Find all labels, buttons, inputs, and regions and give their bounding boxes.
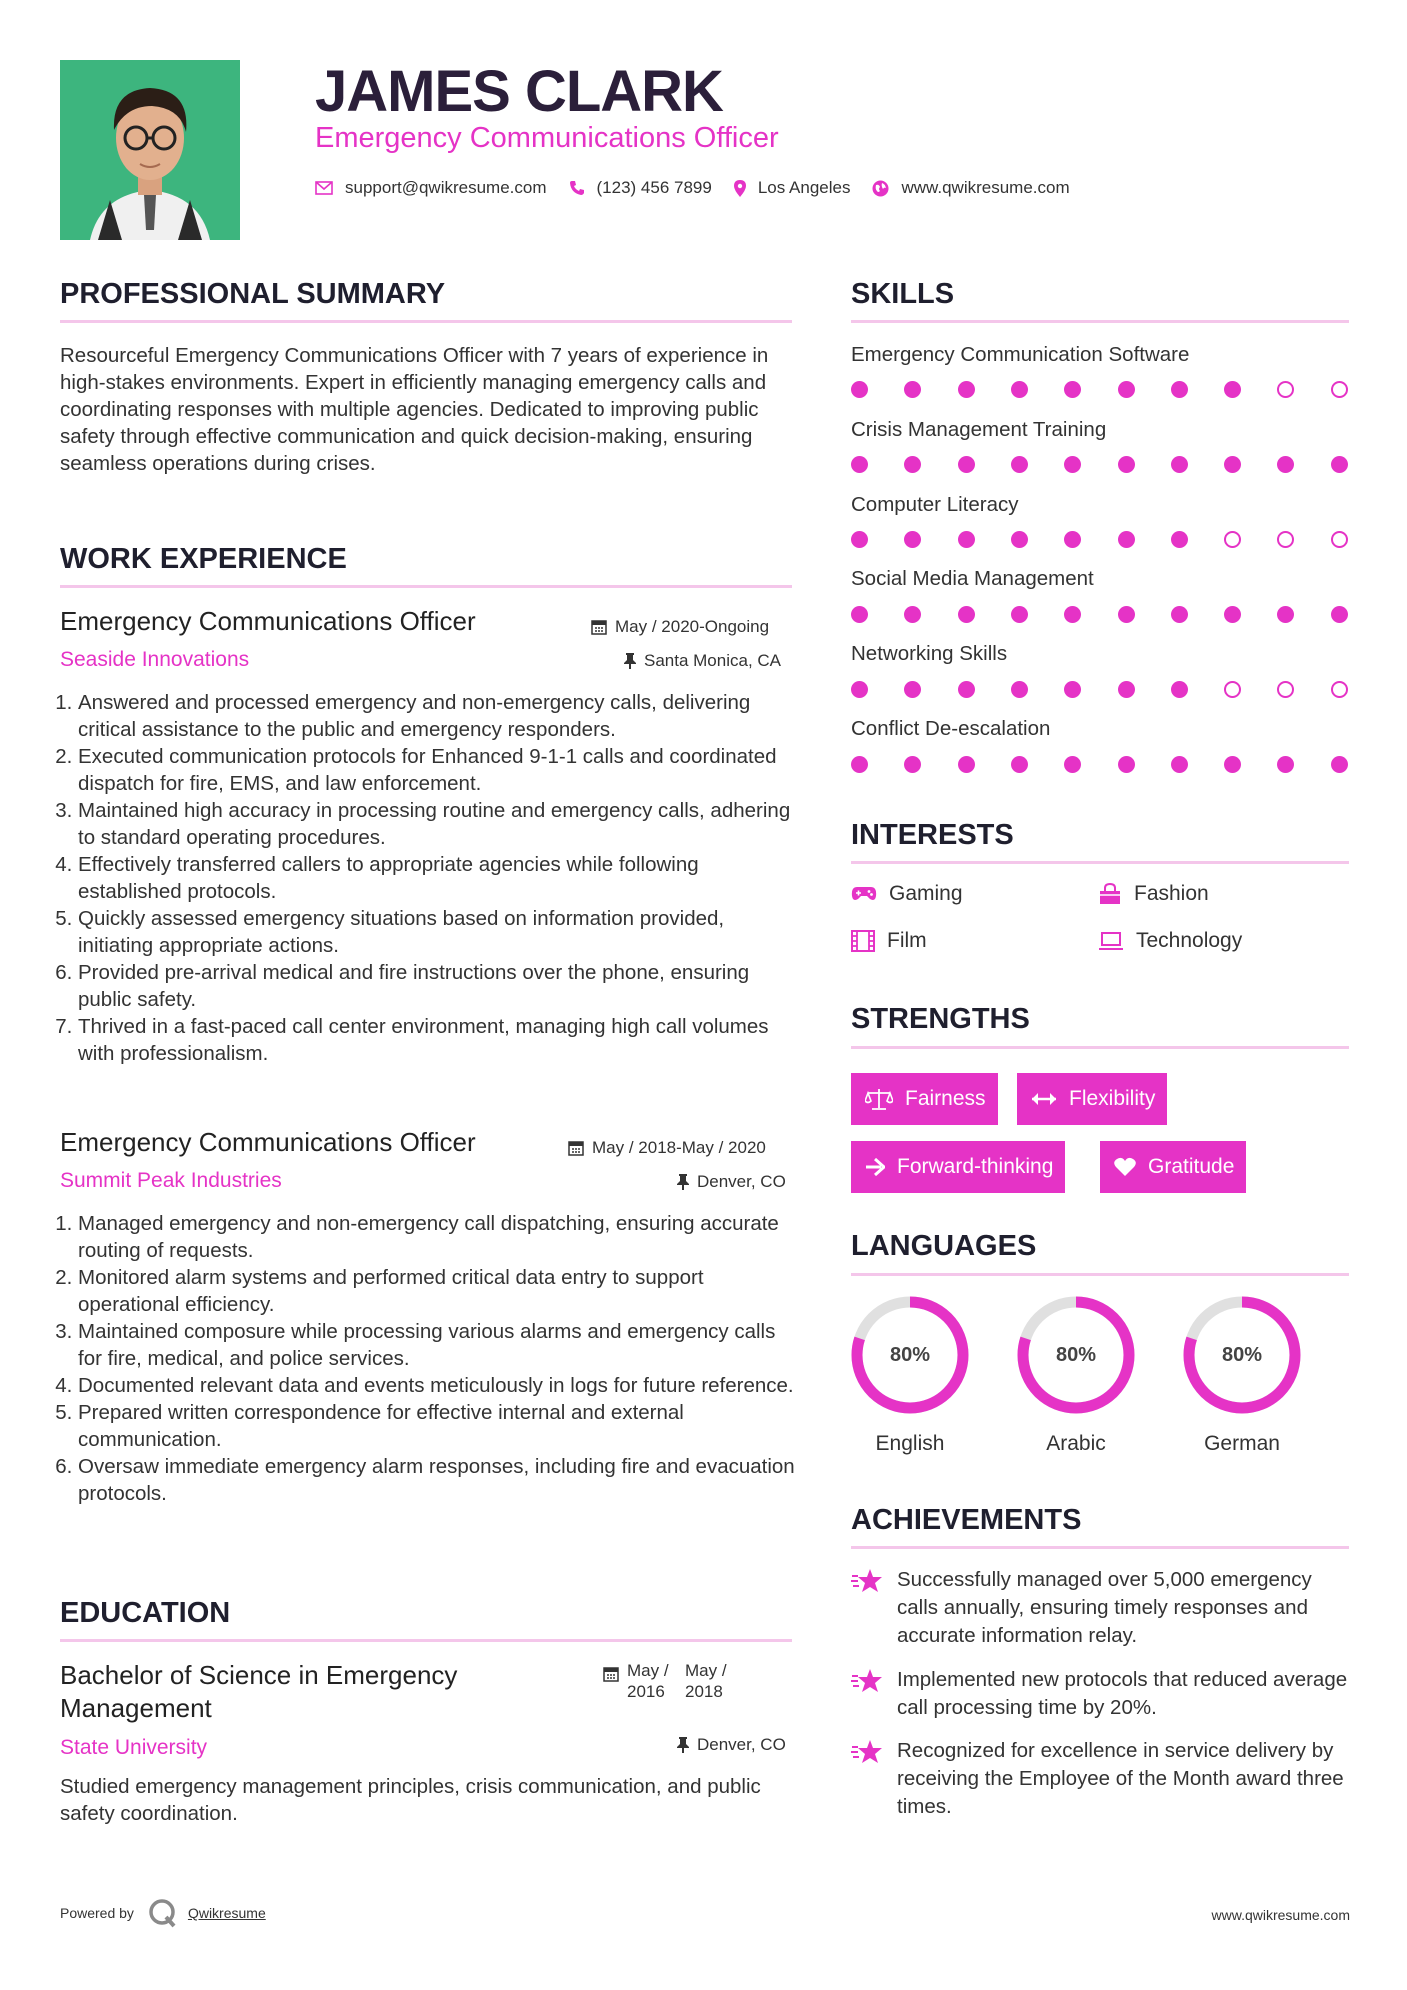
arrow-right-icon	[865, 1158, 885, 1176]
skill-name: Networking Skills	[851, 642, 1008, 665]
rating-dot-filled	[1171, 606, 1188, 623]
languages-heading: LANGUAGES	[851, 1230, 1037, 1262]
rating-dot-filled	[1011, 606, 1028, 623]
gamepad-icon	[851, 886, 877, 902]
contact-bar	[315, 178, 1092, 198]
contact-email[interactable]	[315, 178, 547, 198]
strength-label: Forward-thinking	[897, 1155, 1054, 1178]
rating-dot-filled	[1224, 756, 1241, 773]
heart-icon	[1114, 1157, 1136, 1177]
rating-dot-filled	[958, 606, 975, 623]
achievement-text: Implemented new protocols that reduced average call processing time by 20%.	[897, 1668, 1348, 1719]
strengths-heading: STRENGTHS	[851, 1003, 1030, 1035]
interest-label: Fashion	[1134, 882, 1209, 905]
job-bullet: 3. Maintained composure while processing various alarms and emergency calls for fire, medical, and police services.	[78, 1318, 800, 1372]
rating-dot-filled	[1277, 606, 1294, 623]
rating-dot-filled	[851, 756, 868, 773]
job-dates	[568, 1138, 766, 1158]
rating-dot-filled	[1118, 531, 1135, 548]
rating-dot-filled	[1224, 606, 1241, 623]
achievement-item	[851, 1737, 1351, 1821]
job-bullet: 2. Executed communication protocols for Enhanced 9-1-1 calls and coordinated dispatch for fire, EMS, and law enforcement.	[78, 743, 800, 797]
rating-dot-filled	[1171, 681, 1188, 698]
language-ring	[1015, 1294, 1137, 1416]
rating-dot-filled	[958, 456, 975, 473]
rating-dot-empty	[1277, 381, 1294, 398]
skill-rating	[851, 529, 1351, 551]
education-location-text: Denver, CO	[697, 1735, 786, 1754]
job-title: Emergency Communications Officer	[60, 1127, 476, 1157]
summary-heading: PROFESSIONAL SUMMARY	[60, 278, 446, 310]
job-title: Emergency Communications Officer	[60, 606, 476, 636]
job-bullet: 5. Prepared written correspondence for effective internal and external communication.	[78, 1399, 800, 1453]
skill-name: Social Media Management	[851, 567, 1094, 590]
laptop-icon	[1098, 931, 1124, 951]
rating-dot-filled	[1331, 606, 1348, 623]
degree-title-line2: Management	[60, 1693, 212, 1723]
star-icon	[851, 1568, 883, 1594]
strength-label: Flexibility	[1069, 1087, 1156, 1110]
powered-by-text: Powered by	[60, 1905, 134, 1921]
language-name: English	[875, 1432, 945, 1455]
rating-dot-filled	[904, 756, 921, 773]
rating-dot-filled	[1277, 756, 1294, 773]
rating-dot-filled	[958, 381, 975, 398]
footer-powered-by	[60, 1898, 266, 1928]
education-start-month: May /	[627, 1661, 669, 1680]
education-end-year: 2018	[685, 1682, 723, 1701]
rating-dot-filled	[1118, 456, 1135, 473]
bag-icon	[1098, 883, 1122, 905]
interest-label: Technology	[1136, 929, 1243, 952]
candidate-title: Emergency Communications Officer	[315, 122, 779, 154]
interest-item	[851, 882, 963, 906]
rating-dot-filled	[1011, 531, 1028, 548]
summary-divider	[60, 320, 792, 323]
language-name: German	[1204, 1432, 1280, 1455]
globe-icon	[872, 180, 889, 197]
experience-heading: WORK EXPERIENCE	[60, 543, 347, 575]
strengths-divider	[851, 1046, 1349, 1049]
rating-dot-filled	[1118, 756, 1135, 773]
interests-divider	[851, 861, 1349, 864]
scale-icon	[865, 1088, 893, 1110]
map-pin-icon	[734, 180, 746, 197]
rating-dot-empty	[1277, 681, 1294, 698]
interest-item	[851, 929, 927, 953]
language-item	[1015, 1294, 1137, 1456]
achievement-item	[851, 1566, 1351, 1650]
rating-dot-empty	[1331, 681, 1348, 698]
job-bullets	[60, 689, 800, 1067]
education-end	[685, 1660, 727, 1702]
education-description: Studied emergency management principles, crisis communication, and public safety coordination.	[60, 1775, 761, 1825]
achievement-text: Recognized for excellence in service delivery by receiving the Employee of the Month award three times.	[897, 1739, 1344, 1818]
language-item	[849, 1294, 971, 1456]
rating-dot-filled	[1011, 756, 1028, 773]
skill-rating	[851, 604, 1351, 626]
calendar-icon	[591, 619, 607, 635]
contact-location	[734, 178, 851, 198]
rating-dot-filled	[1171, 756, 1188, 773]
job-location-text: Santa Monica, CA	[644, 651, 782, 670]
rating-dot-filled	[1011, 381, 1028, 398]
rating-dot-filled	[958, 531, 975, 548]
footer-brand-link[interactable]: Qwikresume	[187, 1905, 266, 1921]
rating-dot-empty	[1224, 681, 1241, 698]
language-ring	[849, 1294, 971, 1416]
job-bullet: 4. Effectively transferred callers to appropriate agencies while following established protocols.	[78, 851, 800, 905]
candidate-name: JAMES CLARK	[315, 59, 723, 124]
education-heading: EDUCATION	[60, 1597, 231, 1629]
languages-divider	[851, 1273, 1349, 1276]
language-name: Arabic	[1046, 1432, 1106, 1455]
job-dates-text: May / 2020-Ongoing	[615, 617, 770, 636]
job-location	[624, 651, 781, 671]
rating-dot-empty	[1331, 531, 1348, 548]
footer-website[interactable]: www.qwikresume.com	[1211, 1907, 1350, 1923]
contact-phone[interactable]	[569, 178, 712, 198]
strength-tag	[1100, 1141, 1246, 1193]
calendar-icon	[568, 1140, 584, 1156]
interest-item	[1098, 882, 1209, 906]
education-dates	[603, 1660, 727, 1702]
job-dates	[591, 617, 769, 637]
rating-dot-filled	[1224, 456, 1241, 473]
interests-heading: INTERESTS	[851, 819, 1014, 851]
summary-text: Resourceful Emergency Communications Officer with 7 years of experience in high-stakes environments. Expert in efficiently managing emergency calls and coordinating responses with multiple agencies. Dedicated to improving public safety through effective communication and quick decision-making, ensuring seamless operations during crises.	[60, 344, 769, 475]
skills-divider	[851, 320, 1349, 323]
rating-dot-filled	[1171, 531, 1188, 548]
rating-dot-filled	[904, 381, 921, 398]
rating-dot-filled	[1064, 606, 1081, 623]
job-location-text: Denver, CO	[697, 1172, 786, 1191]
contact-phone-text: (123) 456 7899	[596, 178, 712, 197]
contact-website-text: www.qwikresume.com	[901, 178, 1070, 197]
job-company: Summit Peak Industries	[60, 1169, 282, 1192]
job-bullet: 6. Provided pre-arrival medical and fire instructions over the phone, ensuring public safety.	[78, 959, 800, 1013]
education-divider	[60, 1639, 792, 1642]
contact-location-text: Los Angeles	[757, 178, 851, 197]
star-icon	[851, 1739, 883, 1765]
skill-name: Conflict De-escalation	[851, 717, 1051, 740]
achievement-item	[851, 1666, 1351, 1722]
job-company: Seaside Innovations	[60, 648, 250, 671]
education-location	[677, 1735, 786, 1755]
achievement-text: Successfully managed over 5,000 emergency calls annually, ensuring timely responses and accurate information relay.	[897, 1568, 1312, 1647]
rating-dot-empty	[1277, 531, 1294, 548]
envelope-icon	[315, 181, 333, 195]
interest-label: Gaming	[889, 882, 963, 905]
skill-name: Crisis Management Training	[851, 418, 1107, 441]
rating-dot-empty	[1224, 531, 1241, 548]
skill-rating	[851, 679, 1351, 701]
education-start	[627, 1660, 685, 1702]
calendar-icon	[603, 1666, 619, 1682]
job-location	[677, 1172, 786, 1192]
rating-dot-filled	[904, 456, 921, 473]
contact-website[interactable]	[872, 178, 1069, 198]
achievements-divider	[851, 1546, 1349, 1549]
rating-dot-filled	[851, 681, 868, 698]
rating-dot-filled	[1011, 681, 1028, 698]
rating-dot-filled	[1064, 381, 1081, 398]
rating-dot-filled	[1224, 381, 1241, 398]
film-icon	[851, 930, 875, 952]
rating-dot-filled	[1064, 681, 1081, 698]
language-percent: 80%	[1221, 1343, 1263, 1366]
interest-item	[1098, 929, 1242, 953]
pushpin-icon	[677, 1174, 689, 1190]
experience-divider	[60, 585, 792, 588]
achievements-heading: ACHIEVEMENTS	[851, 1504, 1082, 1536]
rating-dot-filled	[1011, 456, 1028, 473]
education-start-year: 2016	[627, 1682, 665, 1701]
rating-dot-filled	[1331, 456, 1348, 473]
strength-tag	[851, 1073, 998, 1125]
skill-name: Computer Literacy	[851, 493, 1019, 516]
rating-dot-filled	[851, 381, 868, 398]
language-percent: 80%	[889, 1343, 931, 1366]
rating-dot-filled	[958, 681, 975, 698]
job-bullets	[60, 1210, 800, 1507]
language-ring	[1181, 1294, 1303, 1416]
job-bullet: 4. Documented relevant data and events meticulously in logs for future reference.	[78, 1372, 800, 1399]
skills-heading: SKILLS	[851, 278, 955, 310]
rating-dot-filled	[1064, 531, 1081, 548]
contact-email-text: support@qwikresume.com	[345, 178, 547, 197]
rating-dot-filled	[958, 756, 975, 773]
rating-dot-filled	[1064, 756, 1081, 773]
skill-rating	[851, 379, 1351, 401]
degree-title-line1: Bachelor of Science in Emergency	[60, 1660, 458, 1690]
rating-dot-filled	[1171, 456, 1188, 473]
skill-rating	[851, 754, 1351, 776]
language-percent: 80%	[1055, 1343, 1097, 1366]
job-bullet: 7. Thrived in a fast-paced call center environment, managing high call volumes with professionalism.	[78, 1013, 800, 1067]
job-bullet: 6. Oversaw immediate emergency alarm responses, including fire and evacuation protocols.	[78, 1453, 800, 1507]
school-name: State University	[60, 1736, 208, 1759]
language-item	[1181, 1294, 1303, 1456]
job-bullet: 1. Answered and processed emergency and non-emergency calls, delivering critical assistance to the public and emergency responders.	[78, 689, 800, 743]
rating-dot-empty	[1331, 381, 1348, 398]
rating-dot-filled	[904, 681, 921, 698]
pushpin-icon	[677, 1737, 689, 1753]
rating-dot-filled	[1331, 756, 1348, 773]
rating-dot-filled	[851, 456, 868, 473]
rating-dot-filled	[904, 531, 921, 548]
rating-dot-filled	[851, 531, 868, 548]
strength-tag	[1017, 1073, 1167, 1125]
rating-dot-filled	[904, 606, 921, 623]
qwikresume-logo-icon	[148, 1898, 178, 1928]
job-bullet: 3. Maintained high accuracy in processing routine and emergency calls, adhering to standard operating procedures.	[78, 797, 800, 851]
job-dates-text: May / 2018-May / 2020	[592, 1138, 766, 1157]
pushpin-icon	[624, 653, 636, 669]
education-end-month: May /	[685, 1661, 727, 1680]
strength-label: Fairness	[905, 1087, 986, 1110]
phone-icon	[569, 180, 585, 196]
star-icon	[851, 1668, 883, 1694]
strength-label: Gratitude	[1148, 1155, 1235, 1178]
skill-name: Emergency Communication Software	[851, 343, 1190, 366]
rating-dot-filled	[1171, 381, 1188, 398]
arrows-horizontal-icon	[1031, 1092, 1057, 1106]
job-bullet: 5. Quickly assessed emergency situations based on information provided, initiating appropriate actions.	[78, 905, 800, 959]
profile-photo	[60, 60, 240, 240]
skill-rating	[851, 454, 1351, 476]
rating-dot-filled	[1064, 456, 1081, 473]
rating-dot-filled	[1118, 606, 1135, 623]
rating-dot-filled	[1277, 456, 1294, 473]
rating-dot-filled	[1118, 681, 1135, 698]
strength-tag	[851, 1141, 1065, 1193]
rating-dot-filled	[1118, 381, 1135, 398]
interest-label: Film	[887, 929, 927, 952]
rating-dot-filled	[851, 606, 868, 623]
job-bullet: 1. Managed emergency and non-emergency call dispatching, ensuring accurate routing of requests.	[78, 1210, 800, 1264]
job-bullet: 2. Monitored alarm systems and performed critical data entry to support operational efficiency.	[78, 1264, 800, 1318]
